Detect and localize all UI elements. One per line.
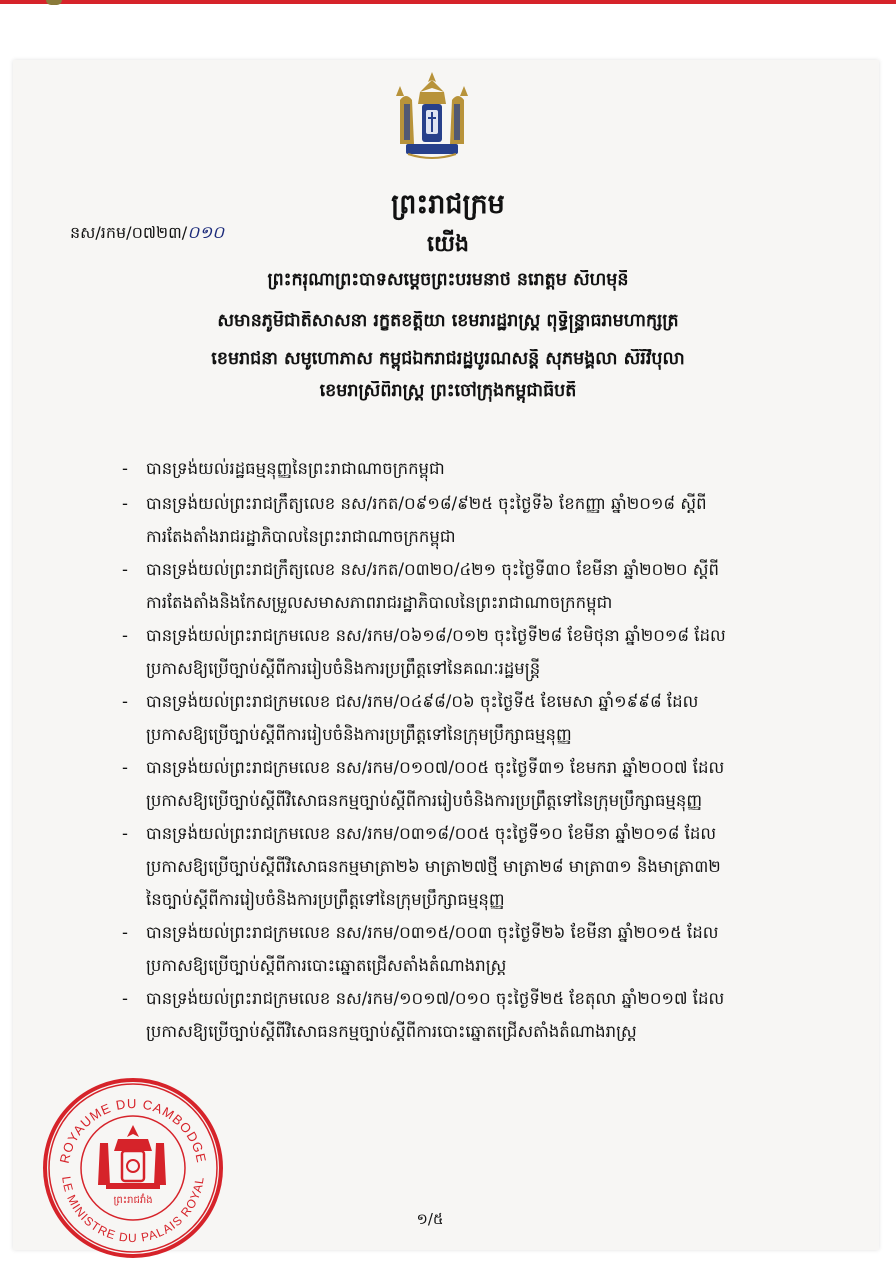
clause-item (122, 982, 822, 1048)
clause-item (122, 685, 822, 751)
clause-line: បានទ្រង់យល់ព្រះរាជក្រមលេខ នស/រកម/០៣១៥/០០៣ ចុះថ្ងៃទី២៦ ខែមីនា ឆ្នាំ២០១៥ ដែល (146, 923, 719, 942)
clause-item (122, 487, 822, 553)
preamble-clause-list (122, 452, 822, 1048)
clause-dash: - (122, 692, 128, 711)
clause-line: ប្រកាសឱ្យប្រើច្បាប់ស្តីពីការរៀបចំនិងការប្រព្រឹត្តទៅនៃគណៈរដ្ឋមន្ត្រី (146, 659, 541, 678)
clause-item (122, 751, 822, 817)
clause-line: ប្រកាសឱ្យប្រើច្បាប់ស្តីពីការរៀបចំនិងការប្រព្រឹត្តទៅនៃក្រុមប្រឹក្សាធម្មនុញ្ញ (146, 725, 572, 744)
clause-item (122, 452, 822, 485)
royal-title-line-4: ខេមរាស្រីពិរាស្ត្រ ព្រះចៅក្រុងកម្ពុជាធិបតី (319, 381, 577, 401)
clause-line: បានទ្រង់យល់ព្រះរាជក្រឹត្យលេខ នស/រកត/០៩១៨/៩២៥ ចុះថ្ងៃទី៦ ខែកញ្ញា ឆ្នាំ២០១៨ ស្តីពី (146, 494, 707, 513)
clause-dash: - (122, 494, 128, 513)
page-number: ១/៥ (416, 1210, 444, 1228)
royal-title-line-1: ព្រះករុណាព្រះបាទសម្តេចព្រះបរមនាថ នរោត្តម សីហមុនី (267, 270, 629, 290)
clause-item (122, 817, 822, 916)
clause-item (122, 619, 822, 685)
clause-dash: - (122, 560, 128, 579)
clause-line: បានទ្រង់យល់ព្រះរាជក្រមលេខ នស/រកម/០៦១៨/០១២ ចុះថ្ងៃទី២៨ ខែមិថុនា ឆ្នាំ២០១៨ ដែល (146, 626, 726, 645)
clause-dash: - (122, 824, 128, 843)
top-emblem-fragment (46, 0, 62, 5)
seal-text-top: ROYAUME DU CAMBODGE (56, 1095, 210, 1165)
clause-line: ការតែងតាំងរាជរដ្ឋាភិបាលនៃព្រះរាជាណាចក្រកម្ពុជា (146, 527, 456, 546)
royal-title-line-2: សមានភូមិជាតិសាសនា រក្ខតខត្តិយា ខេមរារដ្ឋរាស្ត្រ ពុទ្ធិន្ទ្រាធរាមហាក្សត្រ (217, 311, 679, 331)
clause-dash: - (122, 923, 128, 942)
reference-number-handwritten: ០១០ (187, 223, 225, 243)
clause-dash: - (122, 758, 128, 777)
clause-line: បានទ្រង់យល់ព្រះរាជក្រមលេខ នស/រកម/០១០៧/០០៥ ចុះថ្ងៃទី៣១ ខែមករា ឆ្នាំ២០០៧ ដែល (146, 758, 725, 777)
seal-text-bottom: LE MINISTRE DU PALAIS ROYAL (59, 1175, 207, 1245)
clause-line: ប្រកាសឱ្យប្រើច្បាប់ស្តីពីវិសោធនកម្មច្បាប់ស្តីពីការបោះឆ្នោតជ្រើសតាំងតំណាងរាស្ត្រ (146, 1022, 637, 1041)
clause-line: បានទ្រង់យល់ព្រះរាជក្រមលេខ នស/រកម/១០១៧/០១០ ចុះថ្ងៃទី២៥ ខែតុលា ឆ្នាំ២០១៧ ដែល (146, 989, 725, 1008)
document-title: ព្រះរាជក្រម (391, 189, 505, 220)
reference-prefix: នស/រកម/០៧២៣/ (70, 223, 188, 242)
clause-dash: - (122, 989, 128, 1008)
clause-line: បានទ្រង់យល់ព្រះរាជក្រមលេខ នស/រកម/០៣១៨/០០៥ ចុះថ្ងៃទី១០ ខែមីនា ឆ្នាំ២០១៨ ដែល (146, 824, 717, 843)
royal-palace-seal-icon (40, 1075, 226, 1261)
clause-dash: - (122, 626, 128, 645)
clause-item (122, 916, 822, 982)
royal-coat-of-arms-icon (386, 70, 478, 162)
clause-line: ប្រកាសឱ្យប្រើច្បាប់ស្តីពីវិសោធនកម្មច្បាប់ស្តីពីការរៀបចំនិងការប្រព្រឹត្តទៅនៃក្រុមប្រឹក្សាធម្មនុញ្ញ (146, 791, 703, 810)
clause-line: ប្រកាសឱ្យប្រើច្បាប់ស្តីពីវិសោធនកម្មមាត្រា២៦ មាត្រា២៧ថ្មី មាត្រា២៨ មាត្រា៣១ និងមាត្រា៣២ (146, 857, 721, 876)
top-accent-bar (0, 0, 896, 4)
clause-line: បានទ្រង់យល់ព្រះរាជក្រឹត្យលេខ នស/រកត/០៣២០/៤២១ ចុះថ្ងៃទី៣០ ខែមីនា ឆ្នាំ២០២០ ស្តីពី (146, 560, 719, 579)
clause-line: បានទ្រង់យល់រដ្ឋធម្មនុញ្ញនៃព្រះរាជាណាចក្រកម្ពុជា (146, 459, 445, 478)
document-subtitle: យើង (427, 232, 469, 257)
seal-inner-text: ព្រះរាជវាំង (113, 1195, 153, 1206)
clause-line: បានទ្រង់យល់ព្រះរាជក្រមលេខ ជស/រកម/០៤៩៨/០៦ ចុះថ្ងៃទី៥ ខែមេសា ឆ្នាំ១៩៩៨ ដែល (146, 692, 699, 711)
clause-line: ការតែងតាំងនិងកែសម្រួលសមាសភាពរាជរដ្ឋាភិបាលនៃព្រះរាជាណាចក្រកម្ពុជា (146, 593, 613, 612)
clause-item (122, 553, 822, 619)
clause-line: នៃច្បាប់ស្តីពីការរៀបចំនិងការប្រព្រឹត្តទៅនៃក្រុមប្រឹក្សាធម្មនុញ្ញ (146, 890, 505, 909)
royal-title-line-3: ខេមរាជនា សមូហោភាស កម្ពុជឯករាជរដ្ឋបូរណសន្តិ សុភមង្គលា សិរីវិបុលា (211, 349, 685, 369)
clause-dash: - (122, 459, 128, 478)
clause-line: ប្រកាសឱ្យប្រើច្បាប់ស្តីពីការបោះឆ្នោតជ្រើសតាំងតំណាងរាស្ត្រ (146, 956, 507, 975)
